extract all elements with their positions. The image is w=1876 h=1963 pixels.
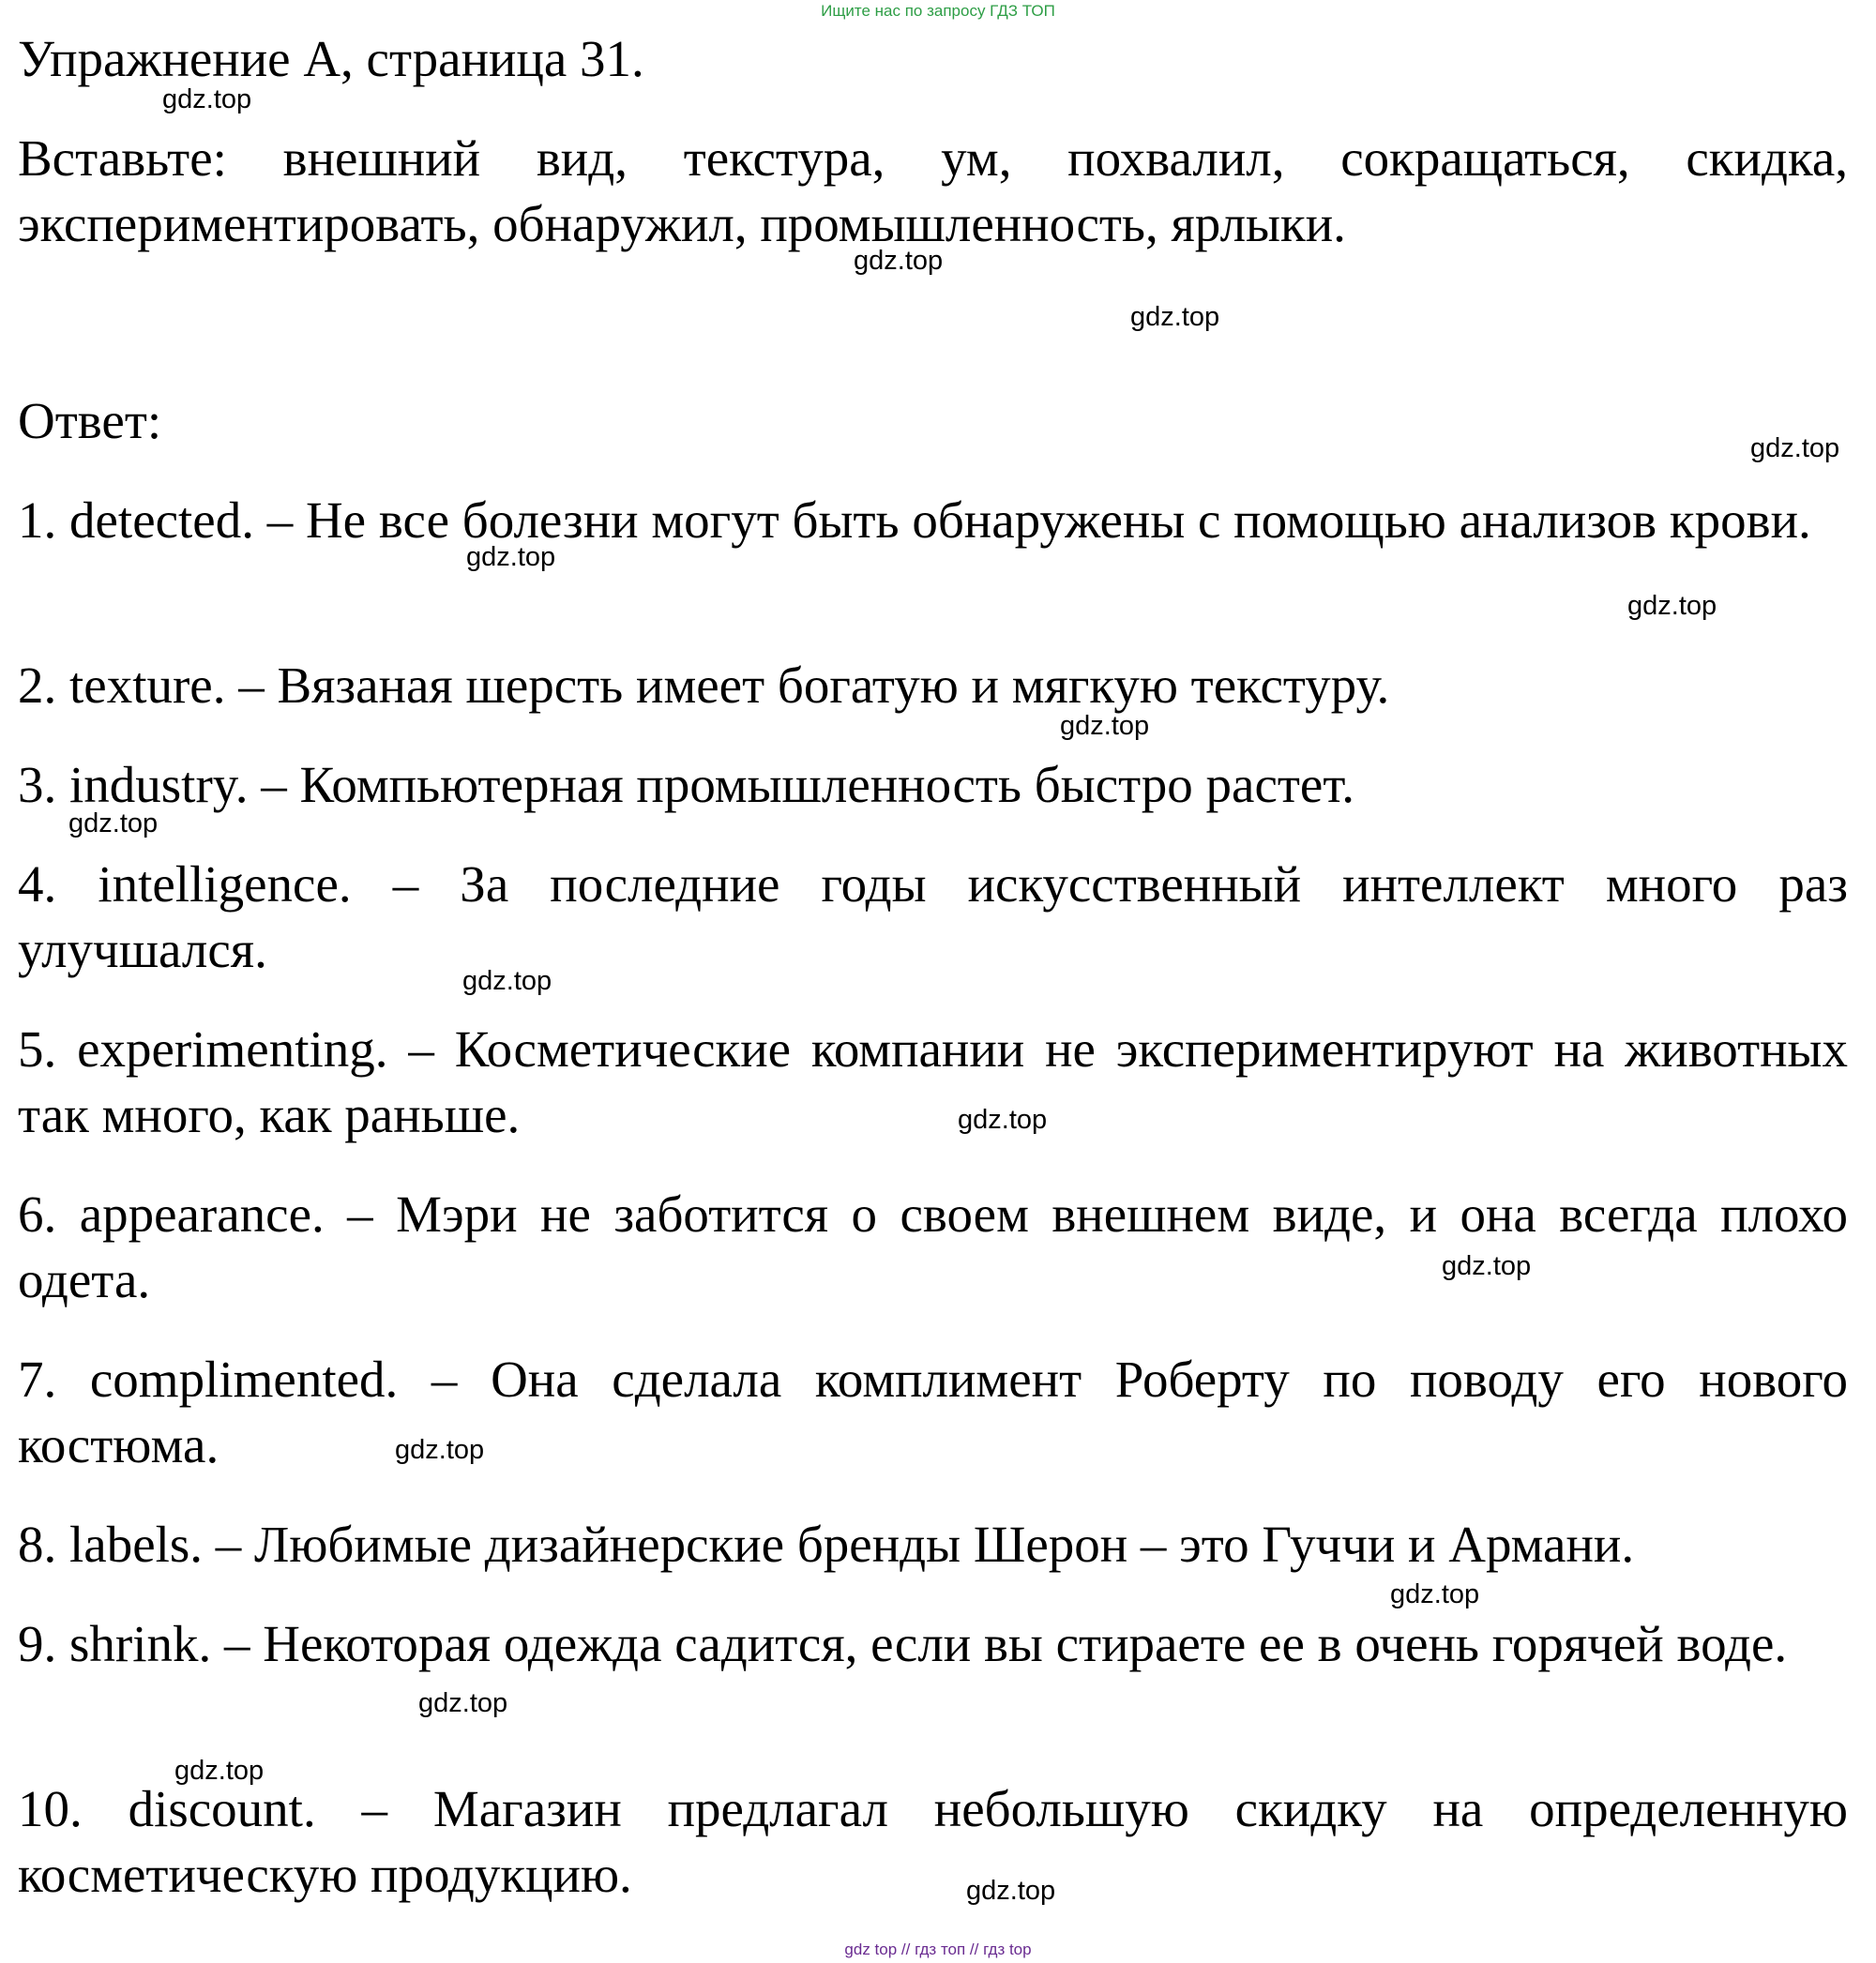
- watermark-text: gdz.top: [958, 1105, 1048, 1135]
- watermark-text: gdz.top: [418, 1688, 508, 1718]
- footer-links: gdz top // гдз топ // гдз top: [844, 1940, 1032, 1958]
- answer-item-6: 6. appearance. – Мэри не заботится о своем внешнем виде, и она всегда плохо одета.: [18, 1185, 1848, 1308]
- task-instructions: Вставьте: внешний вид, текстура, ум, похвалил, сокращаться, скидка, экспериментировать, обнаружил, промышленность, ярлыки.: [18, 129, 1848, 252]
- watermark-text: gdz.top: [395, 1435, 485, 1465]
- watermark-text: gdz.top: [466, 542, 556, 572]
- answer-item-8: 8. labels. – Любимые дизайнерские бренды Шерон – это Гуччи и Армани.: [18, 1516, 1635, 1573]
- watermark-text: gdz.top: [162, 84, 252, 114]
- watermark-text: gdz.top: [68, 808, 159, 838]
- answer-item-4: 4. intelligence. – За последние годы искусственный интеллект много раз улучшался.: [18, 855, 1848, 978]
- exercise-title: Упражнение A, страница 31.: [18, 30, 644, 87]
- watermark-text: gdz.top: [174, 1756, 265, 1786]
- watermark-text: gdz.top: [1390, 1579, 1480, 1609]
- watermark-text: gdz.top: [1130, 302, 1220, 332]
- top-banner: Ищите нас по запросу ГДЗ ТОП: [821, 2, 1055, 20]
- answer-item-9: 9. shrink. – Некоторая одежда садится, если вы стираете ее в очень горячей воде.: [18, 1615, 1788, 1672]
- answer-item-10: 10. discount. – Магазин предлагал небольшую скидку на определенную косметическую продукцию.: [18, 1780, 1848, 1903]
- watermark-text: gdz.top: [1442, 1251, 1532, 1281]
- answer-item-3: 3. industry. – Компьютерная промышленность быстро растет.: [18, 756, 1354, 813]
- watermark-text: gdz.top: [1627, 591, 1717, 621]
- answer-item-1: 1. detected. – Не все болезни могут быть обнаружены с помощью анализов крови.: [18, 491, 1811, 549]
- watermark-text: gdz.top: [1750, 433, 1840, 463]
- watermark-text: gdz.top: [1060, 711, 1150, 741]
- watermark-text: gdz.top: [854, 246, 944, 276]
- answer-label: Ответ:: [18, 392, 162, 449]
- watermark-text: gdz.top: [462, 966, 552, 996]
- watermark-text: gdz.top: [966, 1876, 1056, 1906]
- answer-item-2: 2. texture. – Вязаная шерсть имеет богатую и мягкую текстуру.: [18, 657, 1390, 714]
- answer-item-5: 5. experimenting. – Косметические компании не экспериментируют на животных так много, как раньше.: [18, 1020, 1848, 1143]
- answer-item-7: 7. complimented. – Она сделала комплимент Роберту по поводу его нового костюма.: [18, 1351, 1848, 1473]
